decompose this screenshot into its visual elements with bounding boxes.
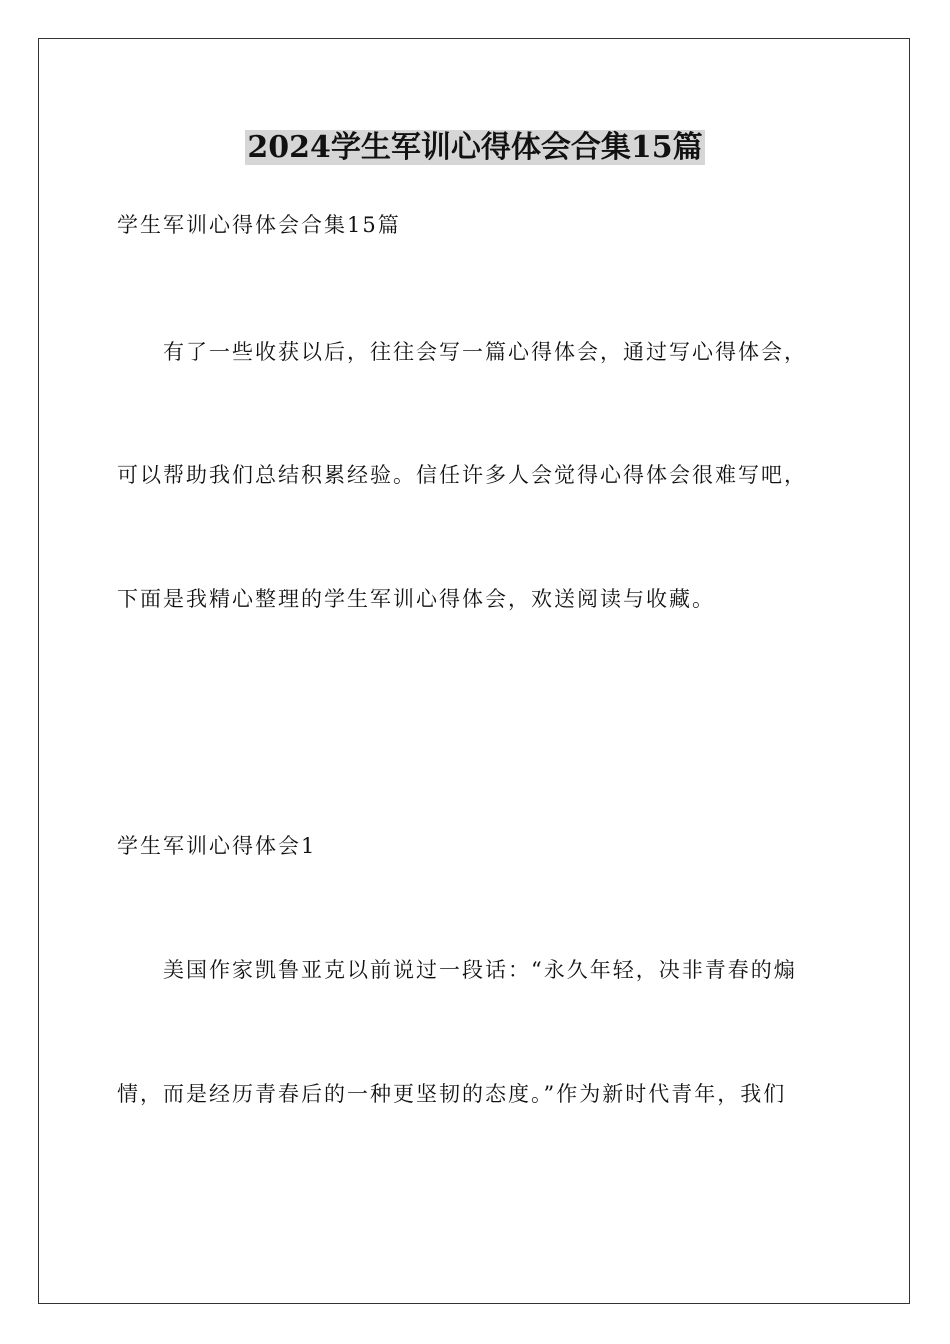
section-heading: 学生军训心得体会1 [117, 834, 317, 858]
intro-line-1: 有了一些收获以后，往往会写一篇心得体会，通过写心得体会， [163, 340, 807, 364]
intro-line-3: 下面是我精心整理的学生军训心得体会，欢送阅读与收藏。 [117, 587, 715, 611]
section-line-2: 情，而是经历青春后的一种更坚韧的态度。”作为新时代青年，我们 [117, 1082, 787, 1106]
intro-line-2: 可以帮助我们总结积累经验。信任许多人会觉得心得体会很难写吧， [117, 463, 807, 487]
document-title-text: 2024学生军训心得体会合集15篇 [247, 130, 703, 165]
document-subtitle: 学生军训心得体会合集15篇 [117, 213, 401, 237]
section-line-1: 美国作家凯鲁亚克以前说过一段话：“永久年轻，决非青春的煽 [163, 958, 797, 982]
document-title [0, 126, 950, 170]
